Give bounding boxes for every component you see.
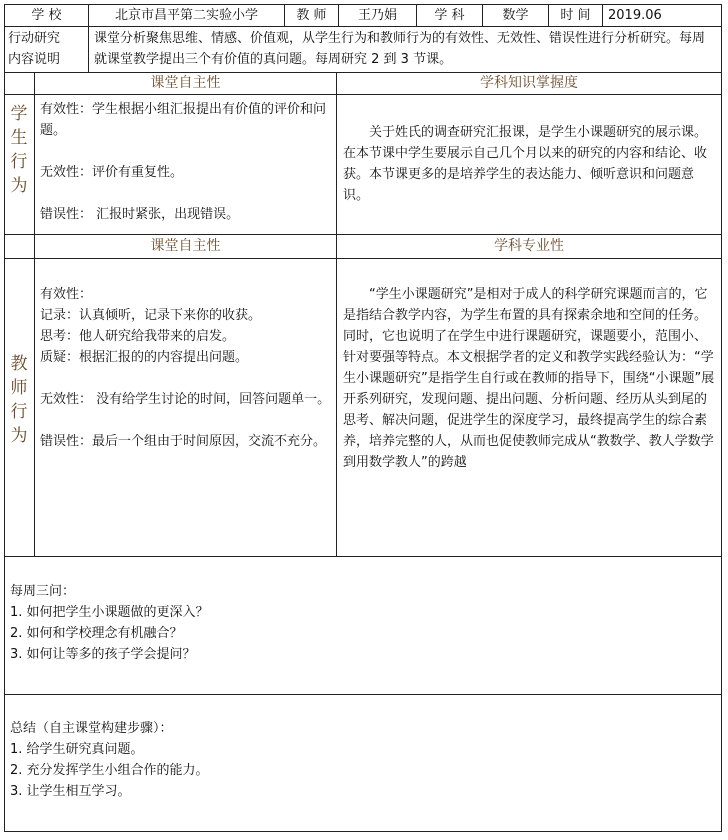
teacher-col1-header: 课堂自主性 (150, 238, 221, 254)
student-knowledge-content: 关于姓氏的调查研究汇报课，是学生小课题研究的展示课。在本节课中学生要展示自己几个月以来的研究的内容和结论、收获。本节课更多的是培养学生的表达能力、倾听意识和问题意识。 (343, 125, 708, 203)
teacher-think: 思考：他人研究给我带来的启发。 (40, 329, 236, 344)
student-autonomy-content (40, 99, 332, 225)
student-ineffective: 无效性：评价有重复性。 (40, 165, 184, 180)
student-behavior-label: 学 生 行 为 (10, 104, 28, 196)
time-value: 2019.06 (608, 8, 662, 23)
school-label: 学 校 (31, 8, 62, 23)
summary-item: 2. 充分发挥学生小组合作的能力。 (10, 763, 209, 778)
teacher-col2-header: 学科专业性 (494, 238, 564, 254)
subject-value: 数学 (502, 8, 529, 23)
summary-title: 总结（自主课堂构建步骤）： (10, 721, 173, 736)
student-effective: 有效性：学生根据小组汇报提出有价值的评价和问题。 (40, 102, 327, 138)
weekly-question-item: 2. 如何和学校理念有机融合？ (10, 626, 183, 641)
student-error: 错误性： 汇报时紧张，出现错误。 (40, 207, 240, 222)
research-label (8, 28, 86, 72)
research-label-line2: 内容说明 (8, 52, 61, 67)
student-col2-header: 学科知识掌握度 (480, 75, 578, 91)
research-label-line1: 行动研究 (8, 31, 61, 46)
lesson-analysis-table (4, 4, 722, 832)
teacher-value: 王乃娟 (357, 8, 397, 23)
student-col1-header: 课堂自主性 (150, 75, 221, 91)
teacher-professional-content: “学生小课题研究”是相对于成人的科学研究课题而言的，它是指结合教学内容，为学生布置的具有探索余地和空间的任务。同时，它也说明了在学生中进行课题研究，课题要小，范围小、针对要强等特点。本文根据学者的定义和教学实践经验认为：“学生小课题研究”是指学生自行或在教师的指导下，围绕“小课题”展开系列研究，发现问题、提出问题、分析问题、经历从头到尾的思考、解决问题，促进学生的深度学习，最终提高学生的综合素养，培养完整的人，从而也促使教师完成从“教数学、教人学数学到用数学教人”的跨越 (343, 287, 715, 470)
time-label: 时 间 (560, 8, 591, 23)
subject-label: 学 科 (434, 8, 465, 23)
teacher-error: 错误性：最后一个组由于时间原因，交流不充分。 (40, 434, 327, 449)
teacher-autonomy-content (40, 284, 332, 452)
weekly-question-item: 1. 如何把学生小课题做的更深入？ (10, 605, 209, 620)
teacher-record: 记录：认真倾听，记录下来你的收获。 (40, 308, 262, 323)
school-value: 北京市昌平第二实验小学 (114, 8, 258, 23)
summary-item: 3. 让学生相互学习。 (10, 784, 131, 799)
teacher-label: 教 师 (296, 8, 327, 23)
teacher-behavior-label: 教 师 行 为 (10, 354, 28, 446)
teacher-effective-title: 有效性： (40, 287, 93, 302)
summary-item: 1. 给学生研究真问题。 (10, 742, 144, 757)
teacher-question: 质疑：根据汇报的的内容提出问题。 (40, 350, 249, 365)
weekly-title: 每周三问： (10, 584, 76, 599)
teacher-ineffective: 无效性： 没有给学生讨论的时间，回答问题单一。 (40, 392, 331, 407)
summary-section (10, 718, 710, 802)
weekly-questions (10, 581, 710, 665)
weekly-question-item: 3. 如何让等多的孩子学会提问？ (10, 647, 196, 662)
research-description: 课堂分析聚焦思维、情感、价值观，从学生行为和教师行为的有效性、无效性、错误性进行分析研究。每周就课堂教学提出三个有价值的真问题。每周研究 2 到 3 节课。 (94, 31, 706, 67)
